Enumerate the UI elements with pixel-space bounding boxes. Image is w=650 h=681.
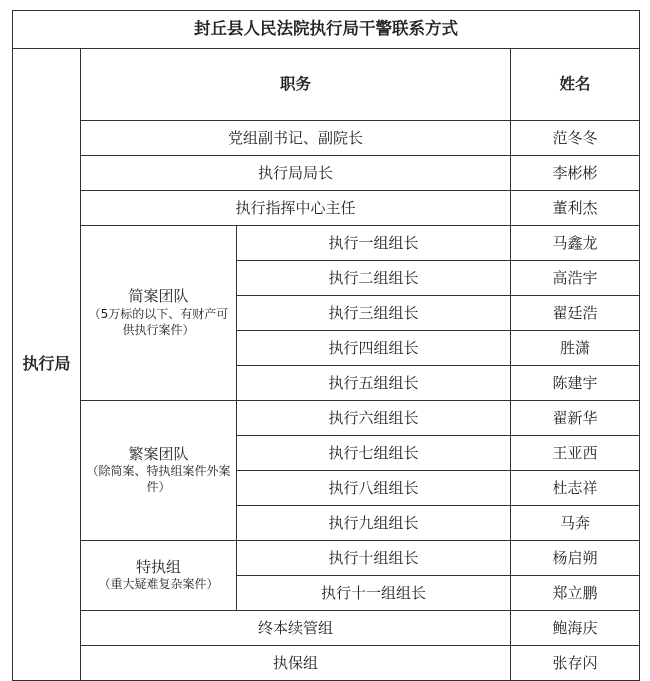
position-cell: 执行一组组长 [237, 226, 511, 261]
table-row [13, 611, 640, 646]
position-cell: 执行九组组长 [237, 506, 511, 541]
team-note: （除简案、特执组案件外案件） [86, 464, 231, 495]
header-name: 姓名 [511, 49, 640, 121]
name-cell: 鲍海庆 [511, 611, 640, 646]
table-row [13, 646, 640, 681]
team-name: 繁案团队 [128, 444, 189, 463]
position-cell: 执保组 [81, 646, 511, 681]
position-cell: 执行六组组长 [237, 401, 511, 436]
position-cell: 执行五组组长 [237, 366, 511, 401]
position-cell: 执行七组组长 [237, 436, 511, 471]
header-position: 职务 [81, 49, 511, 121]
name-cell: 杨启朔 [511, 541, 640, 576]
table-row [13, 401, 640, 436]
position-cell: 执行二组组长 [237, 261, 511, 296]
name-cell: 翟廷浩 [511, 296, 640, 331]
position-cell: 执行指挥中心主任 [81, 191, 511, 226]
name-cell: 马鑫龙 [511, 226, 640, 261]
table-title: 封丘县人民法院执行局干警联系方式 [13, 11, 640, 49]
name-cell: 杜志祥 [511, 471, 640, 506]
team-note: （5万标的以下、有财产可供执行案件） [88, 306, 229, 337]
table-row [13, 156, 640, 191]
position-cell: 执行十一组组长 [237, 576, 511, 611]
name-cell: 翟新华 [511, 401, 640, 436]
position-cell: 执行局局长 [81, 156, 511, 191]
table-row [13, 121, 640, 156]
name-cell: 董利杰 [511, 191, 640, 226]
position-cell: 执行八组组长 [237, 471, 511, 506]
position-cell: 执行四组组长 [237, 331, 511, 366]
position-cell: 党组副书记、副院长 [81, 121, 511, 156]
position-cell: 执行三组组长 [237, 296, 511, 331]
team-name: 简案团队 [128, 287, 189, 306]
name-cell: 马奔 [511, 506, 640, 541]
name-cell: 郑立鹏 [511, 576, 640, 611]
position-cell: 执行十组组长 [237, 541, 511, 576]
name-cell: 胜潇 [511, 331, 640, 366]
contact-table [12, 10, 640, 681]
team-note: （重大疑难复杂案件） [98, 577, 219, 592]
name-cell: 李彬彬 [511, 156, 640, 191]
position-cell: 终本续管组 [81, 611, 511, 646]
name-cell: 陈建宇 [511, 366, 640, 401]
team-cell-special [81, 541, 237, 611]
name-cell: 张存闪 [511, 646, 640, 681]
name-cell: 范冬冬 [511, 121, 640, 156]
name-cell: 高浩宇 [511, 261, 640, 296]
department-cell: 执行局 [13, 49, 81, 681]
table-row [13, 541, 640, 576]
name-cell: 王亚西 [511, 436, 640, 471]
table-row [13, 191, 640, 226]
team-cell-simple [81, 226, 237, 401]
table-row [13, 226, 640, 261]
team-cell-complex [81, 401, 237, 541]
team-name: 特执组 [135, 558, 181, 577]
